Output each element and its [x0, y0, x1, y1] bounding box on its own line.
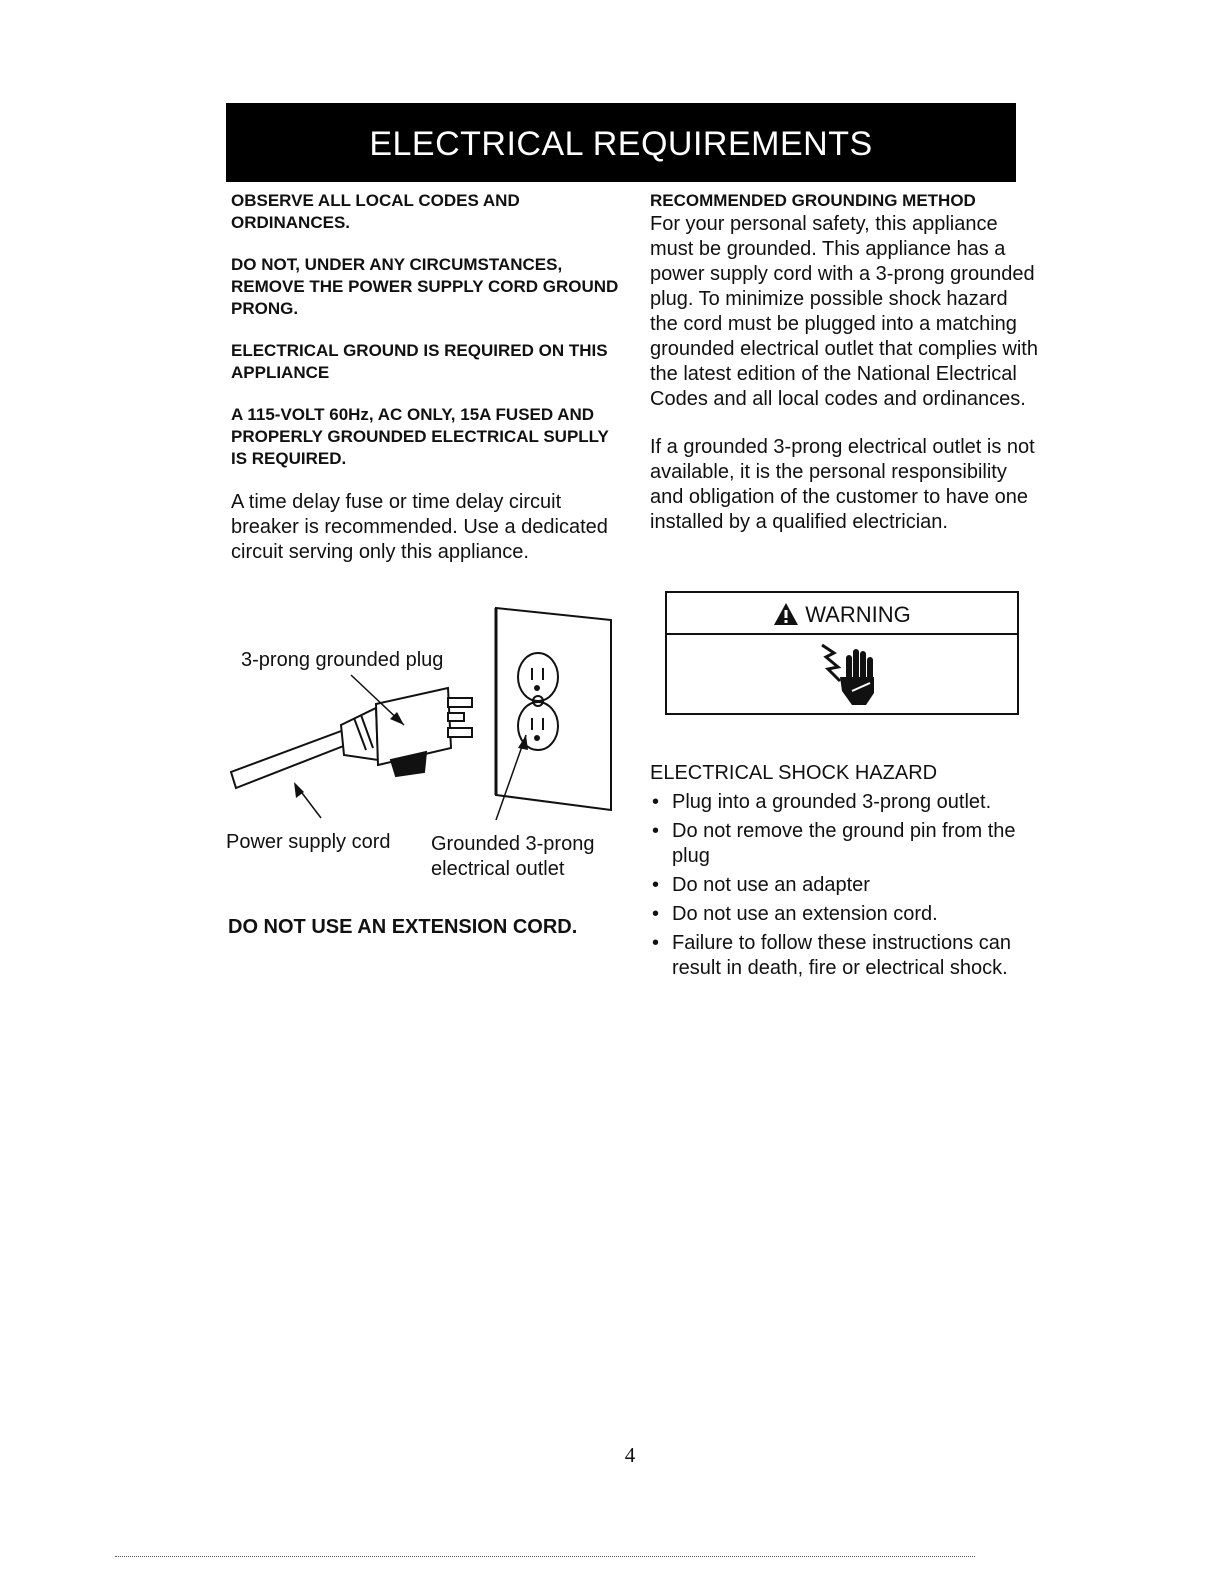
shock-hazard-title: ELECTRICAL SHOCK HAZARD	[650, 762, 938, 784]
outlet-wall-plate	[496, 608, 611, 810]
extension-cord-warning: DO NOT USE AN EXTENSION CORD.	[228, 916, 578, 938]
warning-box	[665, 591, 1019, 715]
list-item: • Plug into a grounded 3-prong outlet.	[650, 790, 1030, 815]
warning-header	[667, 593, 1017, 635]
shock-hazard-hand-icon	[812, 641, 892, 709]
power-cord	[231, 730, 346, 788]
warning-bullet-list	[650, 790, 1030, 985]
list-item: • Do not use an adapter	[650, 873, 1030, 898]
page-number: 4	[624, 1443, 636, 1467]
voltage-requirement: A 115-VOLT 60Hz, AC ONLY, 15A FUSED AND PROPERLY GROUNDED ELECTRICAL SUPLLY IS REQUIRED.	[231, 405, 609, 468]
list-item: • Failure to follow these instructions can result in death, fire or electrical shock.	[650, 931, 1030, 981]
plug-label: 3-prong grounded plug	[241, 649, 444, 671]
warning-triangle-icon	[773, 602, 799, 626]
page-title: ELECTRICAL REQUIREMENTS	[226, 103, 1016, 182]
codes-notice: OBSERVE ALL LOCAL CODES AND ORDINANCES.	[231, 191, 520, 232]
ground-required-notice: ELECTRICAL GROUND IS REQUIRED ON THIS APPLIANCE	[231, 341, 608, 382]
list-item: • Do not remove the ground pin from the plug	[650, 819, 1030, 869]
plug-body	[341, 688, 451, 776]
outlet-label-line1: Grounded 3-prong	[431, 833, 595, 855]
fuse-recommendation: A time delay fuse or time delay circuit breaker is recommended. Use a dedicated circuit serving only this appliance.	[231, 491, 608, 563]
left-column	[231, 190, 621, 565]
footer-rule	[115, 1556, 975, 1557]
cord-label: Power supply cord	[226, 831, 391, 853]
outlet-label-line2: electrical outlet	[431, 858, 565, 880]
plug-prongs	[448, 698, 472, 737]
grounding-method-heading: RECOMMENDED GROUNDING METHOD	[650, 191, 976, 210]
list-item: • Do not use an extension cord.	[650, 902, 1030, 927]
grounding-method-text: For your personal safety, this appliance must be grounded. This appliance has a power supply cord with a 3-prong grounded plug. To minimize possible shock hazard the cord must be plugged into a matching grounded electrical outlet that complies with the latest edition of the National Electrical Codes and all local codes and ordinances.	[650, 213, 1038, 410]
ground-prong-notice: DO NOT, UNDER ANY CIRCUMSTANCES, REMOVE THE POWER SUPPLY CORD GROUND PRONG.	[231, 255, 619, 318]
plug-outlet-illustration	[226, 600, 621, 830]
right-column	[650, 190, 1040, 535]
outlet-responsibility-text: If a grounded 3-prong electrical outlet is not available, it is the personal responsibility and obligation of the customer to have one installed by a qualified electrician.	[650, 436, 1035, 533]
warning-label: WARNING	[805, 602, 911, 627]
